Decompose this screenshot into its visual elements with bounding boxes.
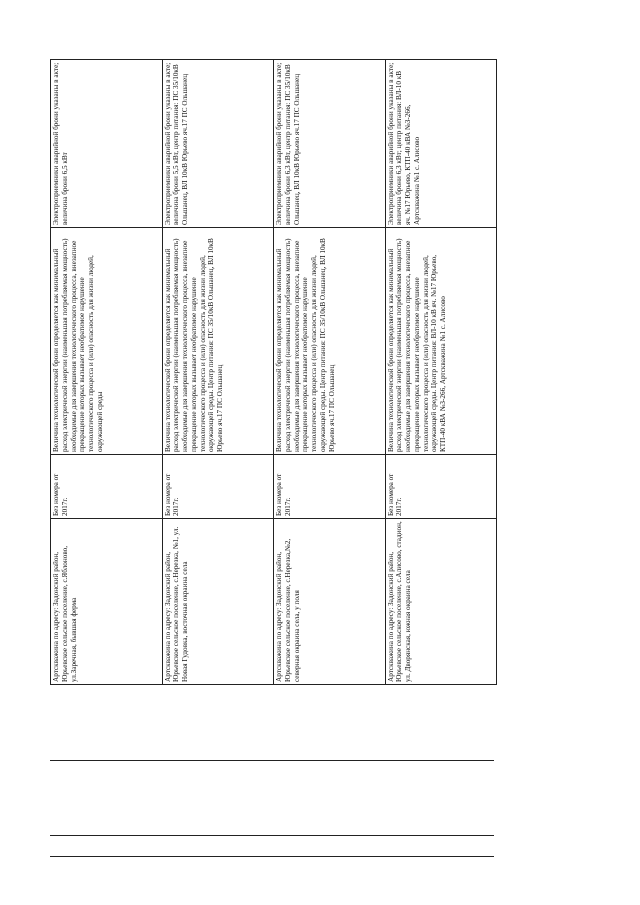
cell-description: Величина технологической брони определяется как минимальный расход электрической энергии (наименьшая потребляемая мощность) необходимые для завершения технологического процесса, внезапное прекращение которых вызывает необратимое нарушение технологического процесса и (или) опасность для жизни людей, окружающей среды. Центр питания: ВЛ-10 кВ яч. №17 Юрьево, КТП-40 кВА №3-266, Артскважина №1 с. Алисово bbox=[385, 228, 497, 455]
cell-number: Без номера от 2017г. bbox=[162, 455, 274, 519]
cell-notes: Электроприемники аварийной брони указаны в акте; величина брони 6,5 кВт bbox=[51, 60, 163, 228]
cell-number: Без номера от 2017г. bbox=[385, 455, 497, 519]
cell-description: Величина технологической брони определяется как минимальный расход электрической энергии (наименьшая потребляемая мощность) необходимые для завершения технологического процесса, внезапное прекращение которых вызывает необратимое нарушение технологического процесса и (или) опасность для жизни людей, окружающей среды bbox=[51, 228, 163, 455]
cell-notes: Электроприемники аварийной брони указаны в акте; величина брони 6,3 кВт; центр питания: ВЛ-10 кВ яч. №17 Юрьево, КТП-40 кВА №3-266, Артскважина №1 с. Алисово bbox=[385, 60, 497, 228]
cell-object: Артскважина по адресу: Задонский район, Юрьевское сельское поселение, с.Нерезка,№2, северная окраина села, у поля bbox=[274, 519, 386, 685]
cell-number: Без номера от 2017г. bbox=[274, 455, 386, 519]
table-row bbox=[51, 60, 163, 685]
cell-object: Артскважина по адресу: Задонский район, Юрьевское сельское поселение, с.Нерезка, №1, ул. Новая Гудовка, восточная окраина села bbox=[162, 519, 274, 685]
cell-notes: Электроприемники аварийной брони указаны в акте; величина брони 6,3 кВт, центр питания: ПС 35/10кВ Ольшанец, ВЛ 10кВ Юрьево яч.17 ПС Ольшанец bbox=[274, 60, 386, 228]
table-row bbox=[274, 60, 386, 685]
cell-notes: Электроприемники аварийной брони указаны в акте; величина брони 5,5 кВт, центр питания: ПС 35/10кВ Ольшанец, ВЛ 10кВ Юрьево яч.17 ПС Ольшанец bbox=[162, 60, 274, 228]
divider-line bbox=[50, 835, 494, 836]
cell-description: Величина технологической брони определяется как минимальный расход электрической энергии (наименьшая потребляемая мощность) необходимые для завершения технологического процесса, внезапное прекращение которых вызывает необратимое нарушение технологического процесса и (или) опасность для жизни людей, окружающей среды. Центр питания: ПС 35/10кВ Ольшанец, ВЛ 10кВ Юрьево яч.17 ПС Ольшанец bbox=[274, 228, 386, 455]
table-row bbox=[385, 60, 497, 685]
cell-description: Величина технологической брони определяется как минимальный расход электрической энергии (наименьшая потребляемая мощность) необходимые для завершения технологического процесса, внезапное прекращение которых вызывает необратимое нарушение технологического процесса и (или) опасность для жизни людей, окружающей среды. Центр питания: ПС 35/10кВ Ольшанец, ВЛ 10кВ Юрьево яч.17 ПС Ольшанец bbox=[162, 228, 274, 455]
cell-number: Без номера от 2017г. bbox=[51, 455, 163, 519]
divider-line bbox=[50, 760, 494, 761]
table-row bbox=[162, 60, 274, 685]
divider-line bbox=[50, 856, 494, 857]
rotated-table-page bbox=[50, 60, 496, 685]
reservation-table bbox=[50, 59, 497, 685]
cell-object: Артскважина по адресу: Задонский район, Юрьевское сельское поселение, с.Алисово, стадион, ул. Дворянская, южная окраина села bbox=[385, 519, 497, 685]
cell-object: Артскважина по адресу: Задонский район, Юрьевское сельское поселение, с.Яблоново, ул.Заречная, бывшая ферма bbox=[51, 519, 163, 685]
